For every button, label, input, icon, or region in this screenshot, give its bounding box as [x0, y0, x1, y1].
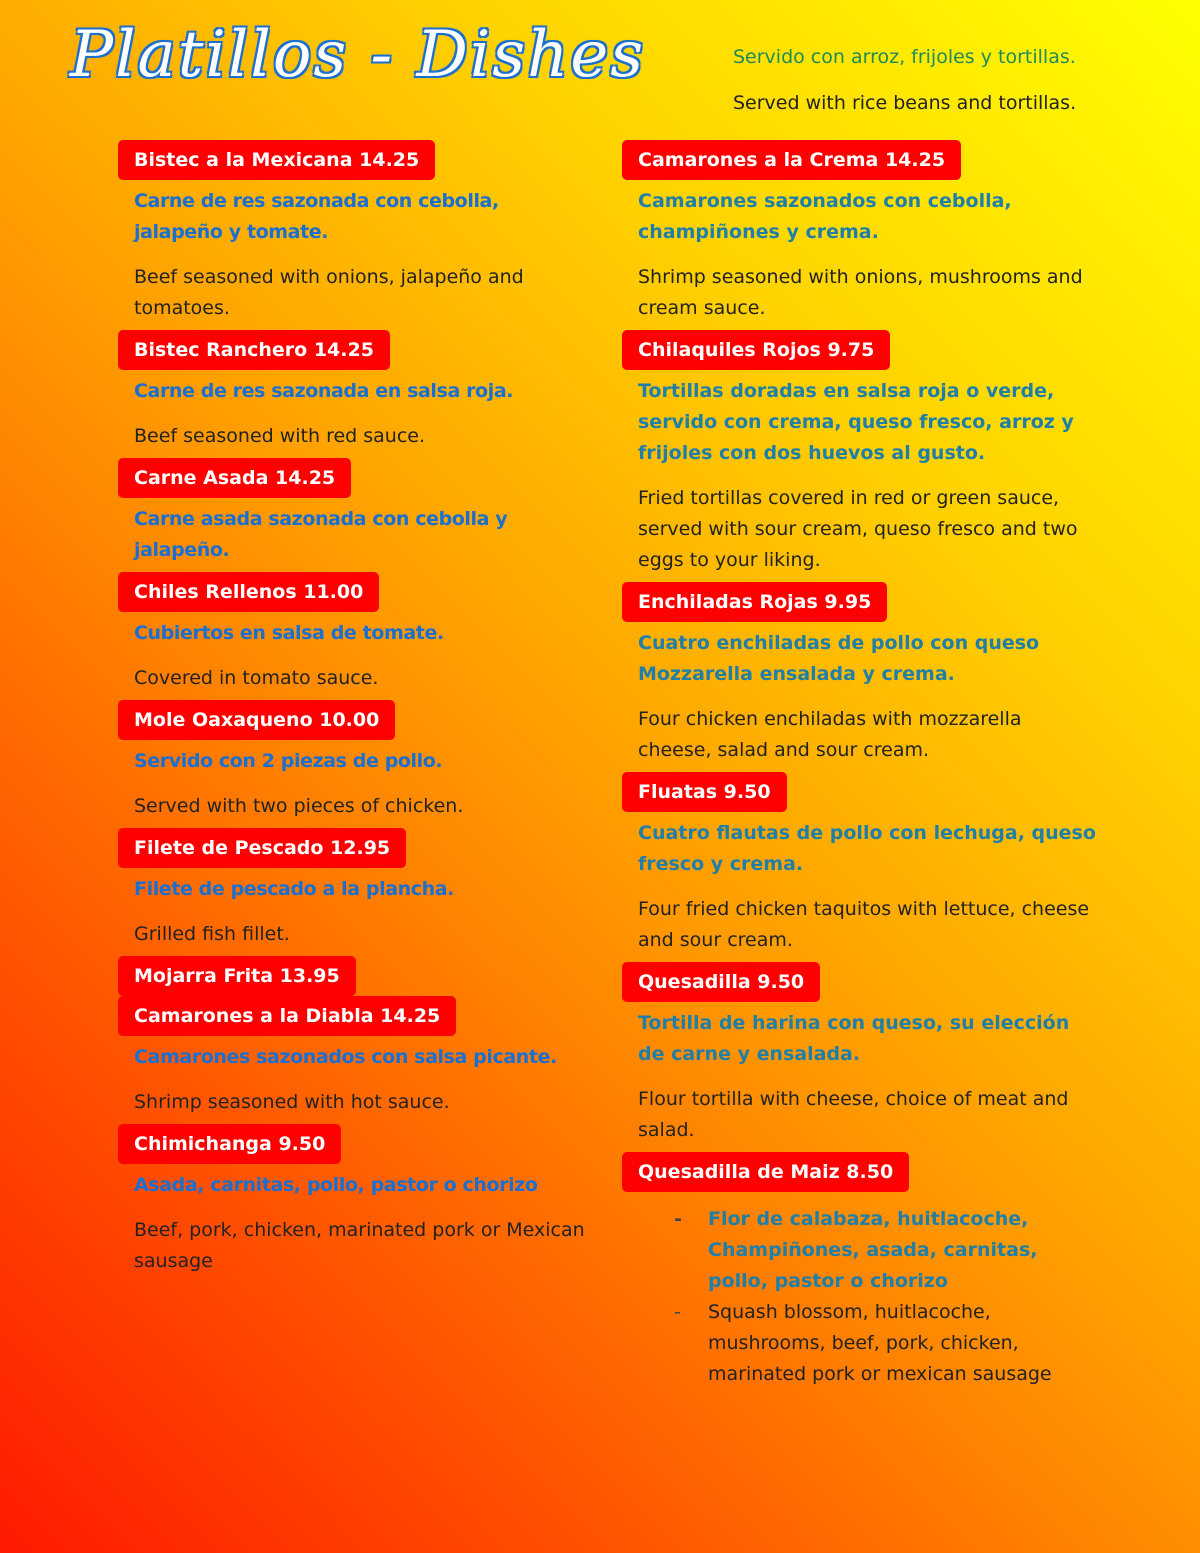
- dish-description-en: Flour tortilla with cheese, choice of meat and salad.: [638, 1088, 1069, 1141]
- menu-item: [118, 572, 588, 694]
- dish-description-en: Fried tortillas covered in red or green sauce, served with sour cream, queso fresco and two eggs to your liking.: [638, 487, 1078, 571]
- dish-description-en: Four chicken enchiladas with mozzarella cheese, salad and sour cream.: [638, 708, 1022, 761]
- dish-description-en: Grilled fish fillet.: [134, 923, 290, 945]
- dish-name-badge: Quesadilla de Maiz 8.50: [622, 1152, 909, 1192]
- intro: [733, 46, 1076, 115]
- option-list: [674, 1204, 1100, 1390]
- dish-name-badge: Enchiladas Rojas 9.95: [622, 582, 887, 622]
- dish-name-badge: Quesadilla 9.50: [622, 962, 820, 1002]
- dish-name-badge: Carne Asada 14.25: [118, 458, 351, 498]
- menu-item: [118, 140, 588, 324]
- menu-item: [622, 962, 1100, 1146]
- dish-description-es: Camarones sazonados con salsa picante.: [134, 1046, 557, 1068]
- dish-name-badge: Chimichanga 9.50: [118, 1124, 341, 1164]
- dish-name-badge: Mole Oaxaqueno 10.00: [118, 700, 395, 740]
- dish-name-badge: Chilaquiles Rojos 9.75: [622, 330, 890, 370]
- page-title: Platillos - Dishes: [70, 18, 646, 92]
- dish-description-es: Carne de res sazonada con cebolla, jalapeño y tomate.: [134, 190, 499, 243]
- menu-item: [622, 330, 1100, 576]
- dish-description-en: Shrimp seasoned with hot sauce.: [134, 1091, 450, 1113]
- dish-name-badge: Camarones a la Diabla 14.25: [118, 996, 456, 1036]
- dish-name-badge: Fluatas 9.50: [622, 772, 787, 812]
- dish-description-es: Tortillas doradas en salsa roja o verde, servido con crema, queso fresco, arroz y frijoles con dos huevos al gusto.: [638, 380, 1074, 464]
- dish-name-badge: Bistec a la Mexicana 14.25: [118, 140, 435, 180]
- dish-name-badge: Camarones a la Crema 14.25: [622, 140, 961, 180]
- dish-description-en: Beef seasoned with red sauce.: [134, 425, 426, 447]
- dish-description-es: Filete de pescado a la plancha.: [134, 878, 454, 900]
- dish-description-es: Cubiertos en salsa de tomate.: [134, 622, 444, 644]
- dish-description-en: Beef seasoned with onions, jalapeño and tomatoes.: [134, 266, 524, 319]
- dish-description-es: Carne asada sazonada con cebolla y jalapeño.: [134, 508, 508, 561]
- menu-item: [118, 330, 588, 452]
- intro-english: Served with rice beans and tortillas.: [733, 92, 1077, 114]
- option-list-es: - Flor de calabaza, huitlacoche, Champiñones, asada, carnitas, pollo, pastor o chorizo: [674, 1204, 1100, 1297]
- dish-name-badge: Filete de Pescado 12.95: [118, 828, 406, 868]
- menu-item: [118, 458, 588, 566]
- dish-name-badge: Bistec Ranchero 14.25: [118, 330, 390, 370]
- menu-item: [118, 956, 588, 996]
- dish-description-es: Asada, carnitas, pollo, pastor o chorizo: [134, 1174, 538, 1196]
- menu-item: [622, 140, 1100, 324]
- dish-description-en: Covered in tomato sauce.: [134, 667, 379, 689]
- dish-description-es: Cuatro flautas de pollo con lechuga, queso fresco y crema.: [638, 822, 1096, 875]
- menu-item: [622, 772, 1100, 956]
- dish-description-en: Four fried chicken taquitos with lettuce, cheese and sour cream.: [638, 898, 1090, 951]
- menu-item: [118, 996, 588, 1118]
- dish-description-es: Cuatro enchiladas de pollo con queso Mozzarella ensalada y crema.: [638, 632, 1040, 685]
- menu-item: [118, 700, 588, 822]
- dish-name-badge: Chiles Rellenos 11.00: [118, 572, 379, 612]
- menu-item: [622, 582, 1100, 766]
- menu-item: [118, 828, 588, 950]
- dish-description-es: Servido con 2 piezas de pollo.: [134, 750, 443, 772]
- dish-name-badge: Mojarra Frita 13.95: [118, 956, 356, 996]
- right-column: [622, 140, 1100, 1396]
- left-column: [118, 140, 588, 1283]
- dish-description-en: Shrimp seasoned with onions, mushrooms and cream sauce.: [638, 266, 1083, 319]
- dish-description-en: Beef, pork, chicken, marinated pork or Mexican sausage: [134, 1219, 585, 1272]
- intro-spanish: Servido con arroz, frijoles y tortillas.: [733, 46, 1076, 68]
- option-list-en: - Squash blossom, huitlacoche, mushrooms, beef, pork, chicken, marinated pork or mexican sausage: [674, 1297, 1100, 1390]
- menu-item: [118, 1124, 588, 1277]
- dish-description-es: Camarones sazonados con cebolla, champiñones y crema.: [638, 190, 1012, 243]
- dish-description-es: Carne de res sazonada en salsa roja.: [134, 380, 514, 402]
- menu-item: [622, 1152, 1100, 1390]
- dish-description-en: Served with two pieces of chicken.: [134, 795, 464, 817]
- dish-description-es: Tortilla de harina con queso, su elección de carne y ensalada.: [638, 1012, 1070, 1065]
